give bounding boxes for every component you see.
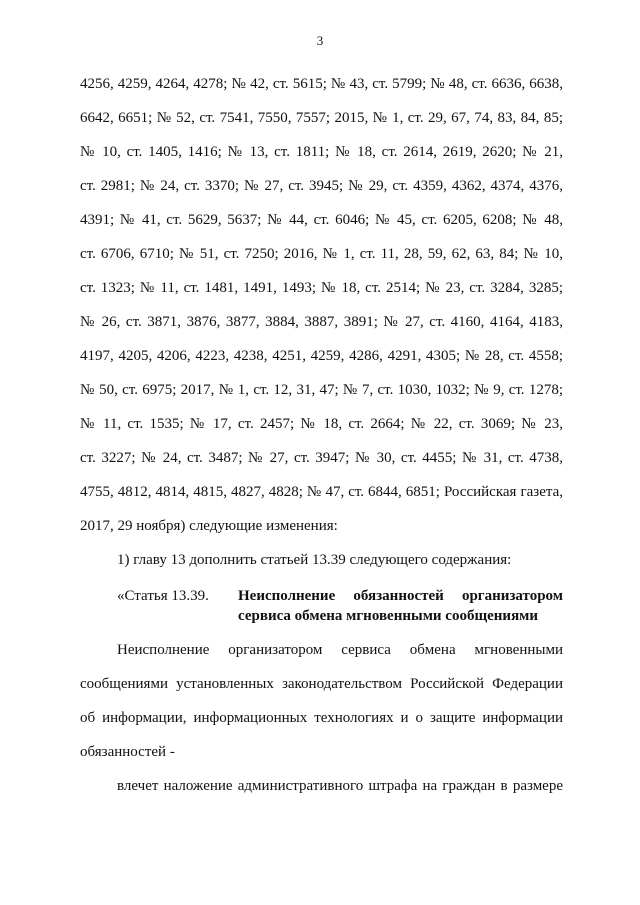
final-line: влечет наложение административного штрафа на граждан в размере — [117, 778, 563, 794]
body-line-10: № 50, ст. 6975; 2017, № 1, ст. 12, 31, 47; № 7, ст. 1030, 1032; № 9, ст. 1278; — [80, 382, 563, 398]
body-line-12: ст. 3227; № 24, ст. 3487; № 27, ст. 3947; № 30, ст. 4455; № 31, ст. 4738, — [80, 450, 563, 466]
body-line-11: № 11, ст. 1535; № 17, ст. 2457; № 18, ст. 2664; № 22, ст. 3069; № 23, — [80, 416, 563, 432]
paragraph-line-3: об информации, информационных технологиях и о защите информации — [80, 710, 563, 726]
body-line-8: № 26, ст. 3871, 3876, 3877, 3884, 3887, 3891; № 27, ст. 4160, 4164, 4183, — [80, 314, 563, 330]
paragraph-line-2: сообщениями установленных законодательством Российской Федерации — [80, 676, 563, 692]
page-number: 3 — [316, 33, 324, 48]
body-line-5: 4391; № 41, ст. 5629, 5637; № 44, ст. 6046; № 45, ст. 6205, 6208; № 48, — [80, 212, 563, 228]
body-line-14: 2017, 29 ноября) следующие изменения: — [80, 518, 338, 534]
body-line-7: ст. 1323; № 11, ст. 1481, 1491, 1493; № 18, ст. 2514; № 23, ст. 3284, 3285; — [80, 280, 563, 296]
body-line-9: 4197, 4205, 4206, 4223, 4238, 4251, 4259, 4286, 4291, 4305; № 28, ст. 4558; — [80, 348, 563, 364]
body-line-13: 4755, 4812, 4814, 4815, 4827, 4828; № 47, ст. 6844, 6851; Российская газета, — [80, 484, 563, 500]
article-title-line-2: сервиса обмена мгновенными сообщениями — [238, 608, 539, 624]
article-label: «Статья 13.39. — [117, 588, 209, 604]
body-line-6: ст. 6706, 6710; № 51, ст. 7250; 2016, № 1, ст. 11, 28, 59, 62, 63, 84; № 10, — [80, 246, 563, 262]
body-line-4: ст. 2981; № 24, ст. 3370; № 27, ст. 3945; № 29, ст. 4359, 4362, 4374, 4376, — [80, 178, 563, 194]
paragraph-line-1: Неисполнение организатором сервиса обмена мгновенными — [117, 642, 563, 658]
body-line-1: 4256, 4259, 4264, 4278; № 42, ст. 5615; № 43, ст. 5799; № 48, ст. 6636, 6638, — [80, 76, 563, 92]
paragraph-line-4: обязанностей - — [80, 744, 175, 760]
item-1-text: 1) главу 13 дополнить статьей 13.39 следующего содержания: — [117, 552, 512, 568]
body-line-3: № 10, ст. 1405, 1416; № 13, ст. 1811; № 18, ст. 2614, 2619, 2620; № 21, — [80, 144, 563, 160]
article-title-line-1: Неисполнение обязанностей организатором — [238, 588, 563, 604]
body-line-2: 6642, 6651; № 52, ст. 7541, 7550, 7557; 2015, № 1, ст. 29, 67, 74, 83, 84, 85; — [80, 110, 563, 126]
